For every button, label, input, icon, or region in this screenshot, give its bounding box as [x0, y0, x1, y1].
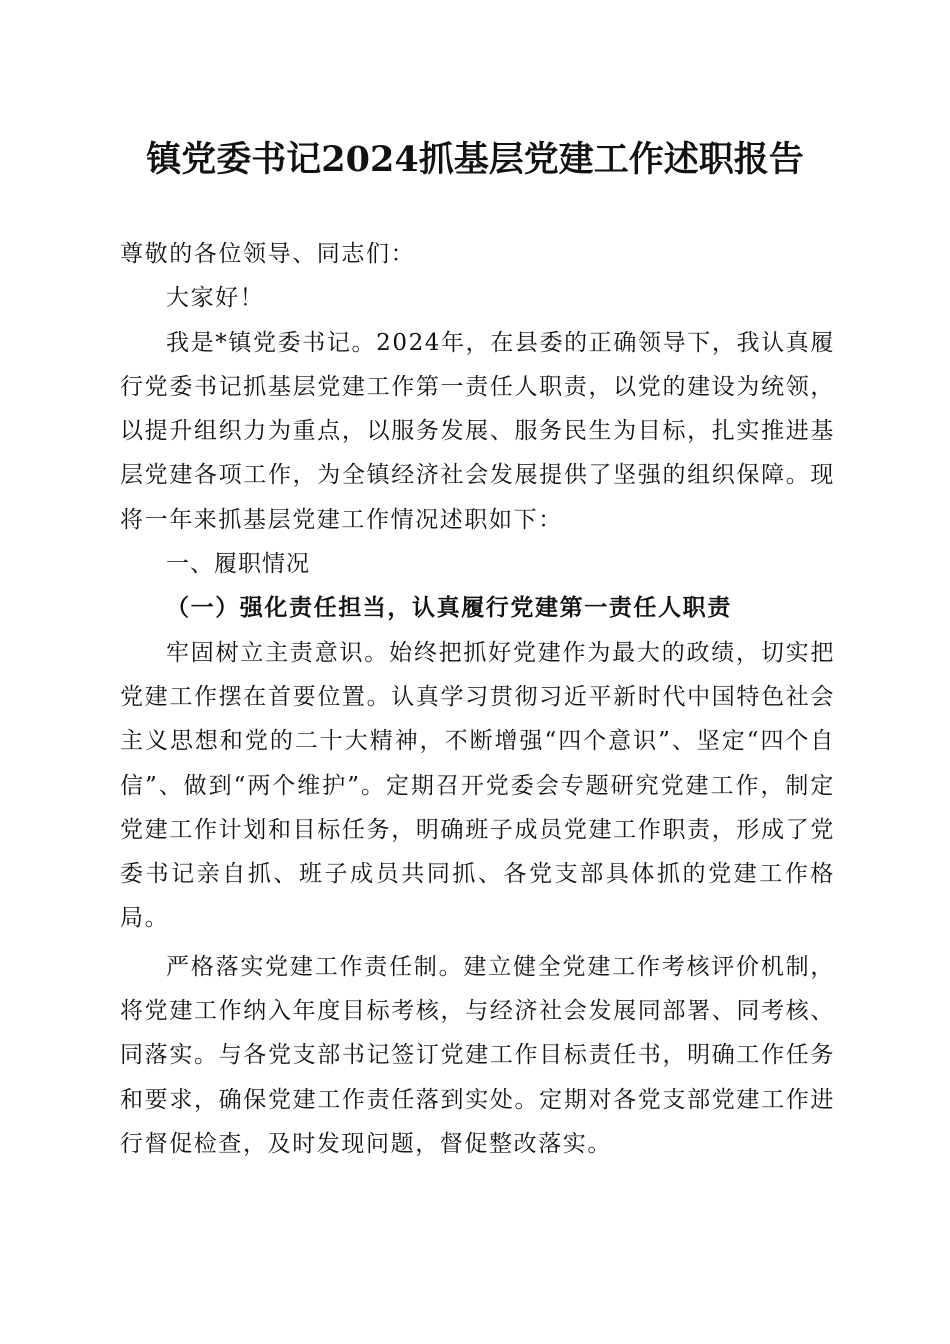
section-heading-1: 一、履职情况 — [166, 551, 310, 578]
intro-paragraph: 我是*镇党委书记。2024年，在县委的正确领导下，我认真履行党委书记抓基层党建工作第一责任人职责，以党的建设为统领，以提升组织力为重点，以服务发展、服务民生为目标，扎实推进基层党建各项工作，为全镇经济社会发展提供了坚强的组织保障。现将一年来抓基层党建工作情况述职如下： — [120, 329, 835, 533]
greeting: 大家好！ — [166, 285, 265, 312]
document-title: 镇党委书记2024抓基层党建工作述职报告 — [146, 139, 804, 180]
subsection-heading-1: （一）强化责任担当，认真履行党建第一责任人职责 — [166, 594, 732, 622]
body-paragraph-1: 牢固树立主责意识。始终把抓好党建作为最大的政绩，切实把党建工作摆在首要位置。认真学习贯彻习近平新时代中国特色社会主义思想和党的二十大精神，不断增强“四个意识”、坚定“四个自信”、做到“两个维护”。定期召开党委会专题研究党建工作，制定党建工作计划和目标任务，明确班子成员党建工作职责，形成了党委书记亲自抓、班子成员共同抓、各党支部具体抓的党建工作格局。 — [120, 639, 835, 932]
body-paragraph-2: 严格落实党建工作责任制。建立健全党建工作考核评价机制，将党建工作纳入年度目标考核，与经济社会发展同部署、同考核、同落实。与各党支部书记签订党建工作目标责任书，明确工作任务和要求，确保党建工作责任落到实处。定期对各党支部党建工作进行督促检查，及时发现问题，督促整改落实。 — [120, 953, 835, 1157]
salutation: 尊敬的各位领导、同志们： — [120, 241, 416, 267]
document-body — [120, 232, 835, 1166]
